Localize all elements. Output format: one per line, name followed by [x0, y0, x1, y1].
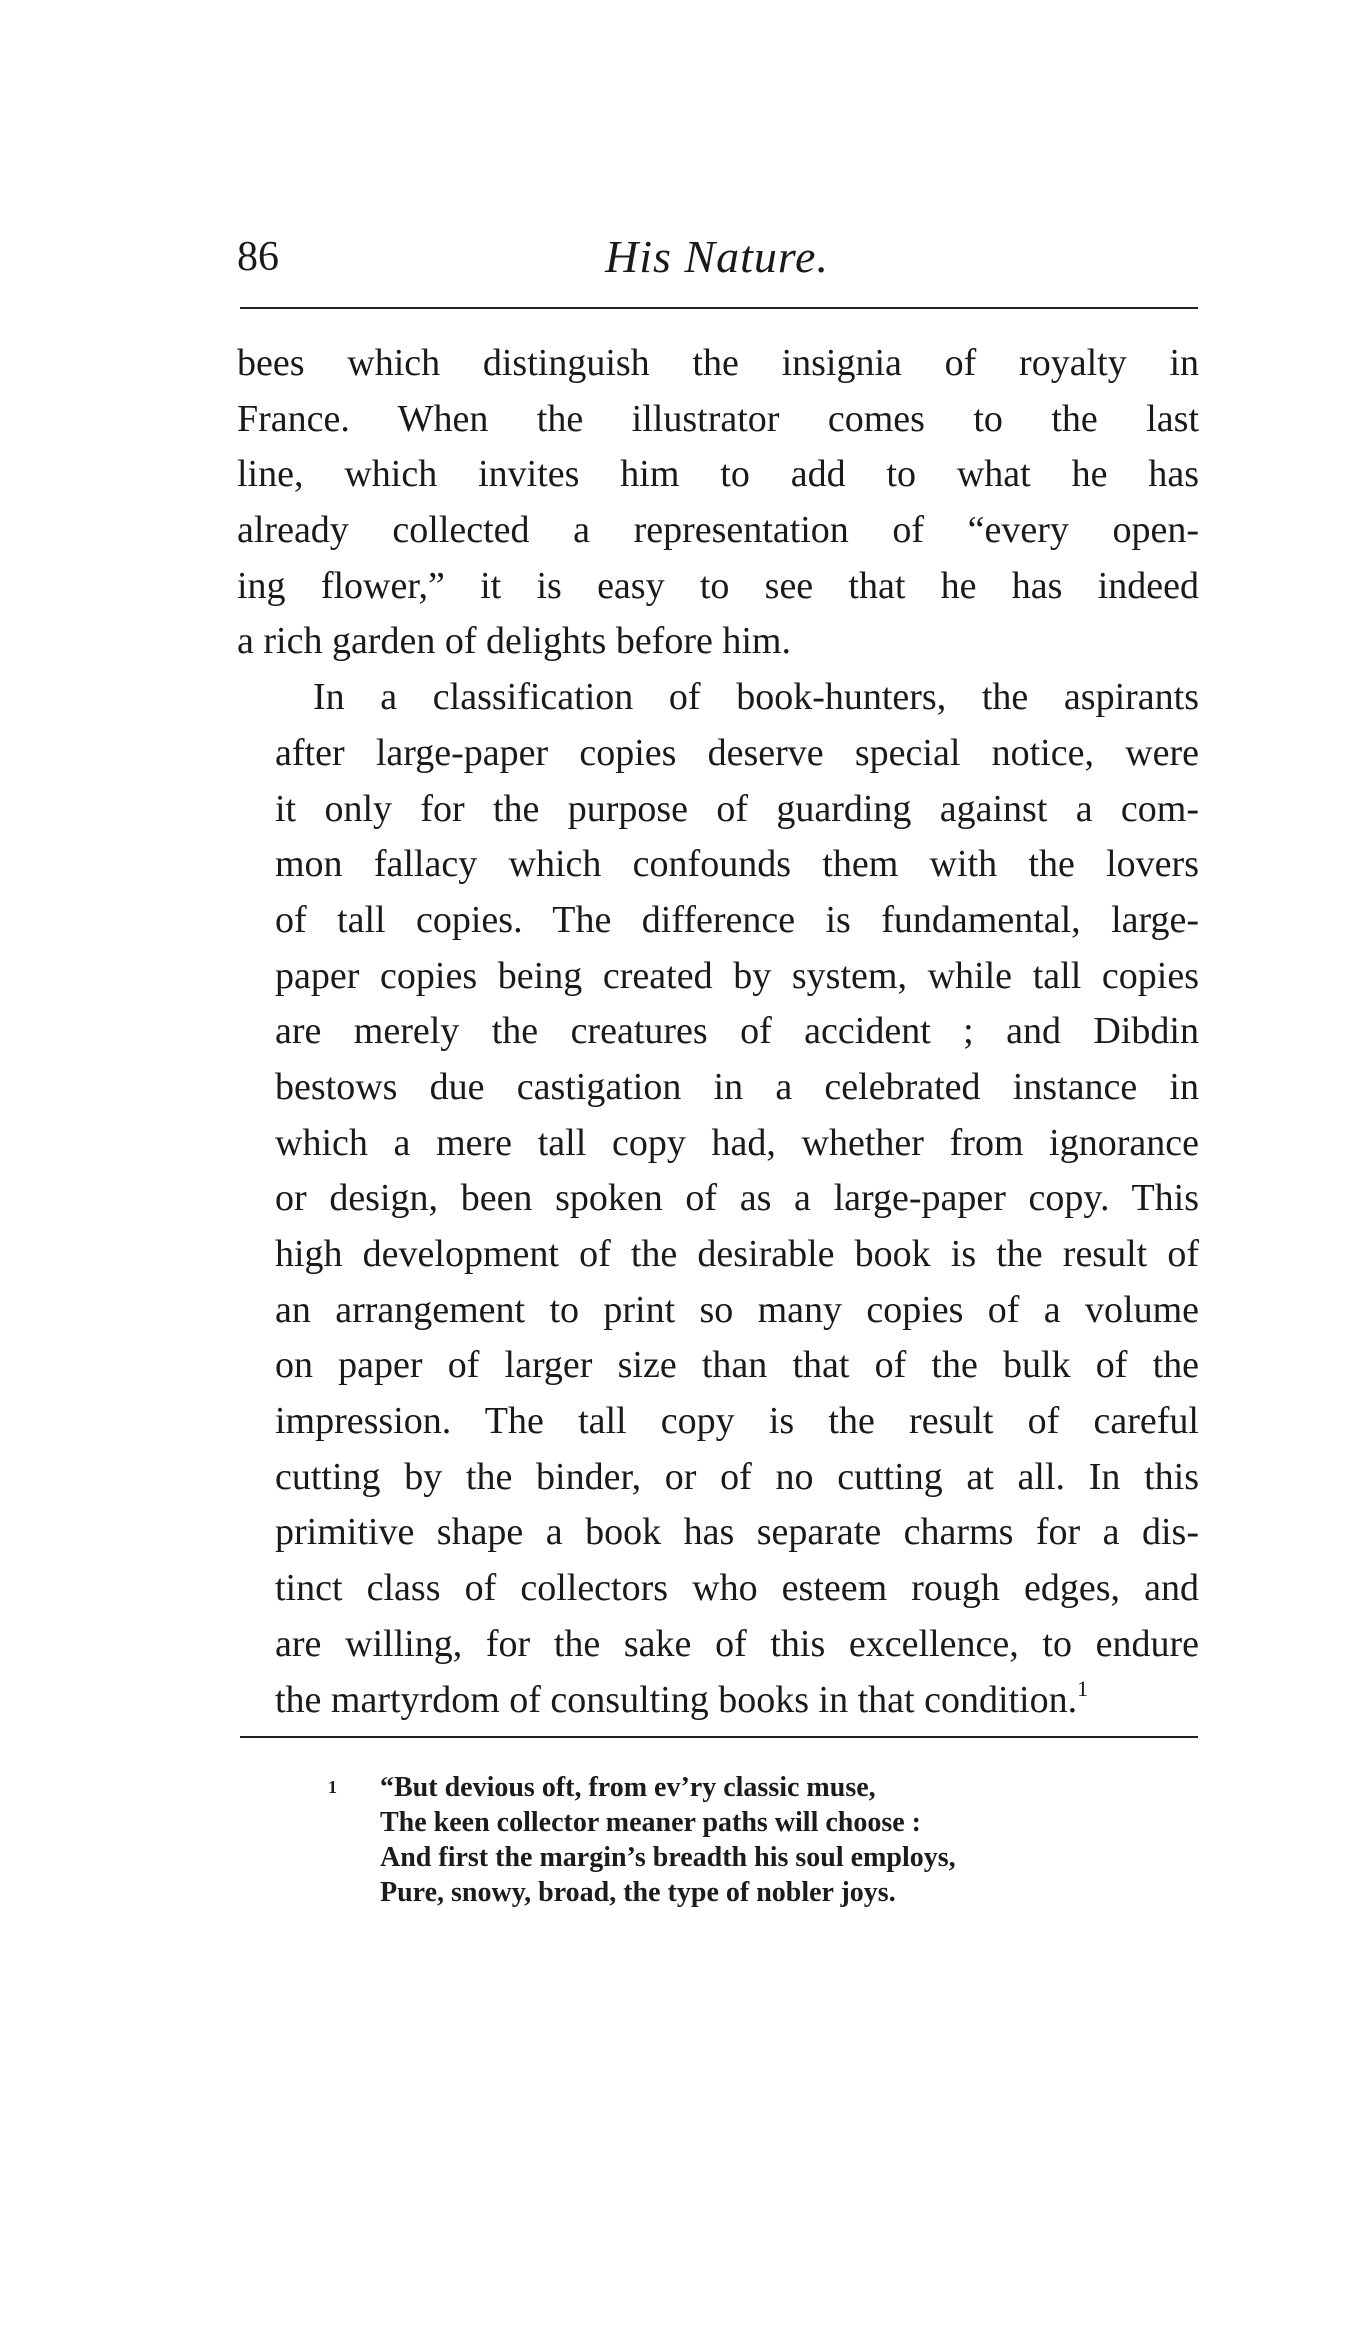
text-line: line, which invites him to add to what he has — [237, 453, 1199, 496]
footnote-line: Pure, snowy, broad, the type of nobler joys. — [380, 1877, 896, 1908]
running-head: His Nature. — [605, 231, 829, 282]
paragraph-1 — [237, 336, 1199, 670]
page-number: 86 — [237, 234, 279, 280]
text-line: a rich garden of delights before him. — [237, 620, 791, 663]
text-line: on paper of larger size than that of the bulk of the — [275, 1344, 1199, 1387]
text-line: France. When the illustrator comes to the last — [237, 397, 1199, 440]
footnote-line: “But devious oft, from ev’ry classic muse, — [380, 1772, 876, 1803]
text-line: which a mere tall copy had, whether from ignorance — [275, 1121, 1199, 1164]
paragraph-2 — [237, 670, 1199, 1728]
text-line: tinct class of collectors who esteem rough edges, and — [275, 1567, 1199, 1610]
final-line-text: the martyrdom of consulting books in that condition. — [275, 1678, 1078, 1721]
footnote-rule — [240, 1736, 1198, 1738]
text-line: bestows due castigation in a celebrated instance in — [275, 1065, 1199, 1108]
footnote-marker: 1 — [328, 1777, 337, 1797]
footnote-reference[interactable]: 1 — [1077, 1675, 1089, 1701]
text-line: primitive shape a book has separate charms for a dis- — [275, 1511, 1199, 1554]
footnote — [328, 1770, 1028, 1910]
footnote-line: And first the margin’s breadth his soul employs, — [380, 1842, 956, 1873]
text-line: are merely the creatures of accident ; and Dibdin — [275, 1010, 1199, 1053]
text-line: it only for the purpose of guarding against a com- — [275, 787, 1199, 830]
text-line: paper copies being created by system, while tall copies — [275, 954, 1199, 997]
text-line: an arrangement to print so many copies of a volume — [275, 1288, 1199, 1331]
text-line: high development of the desirable book is the result of — [275, 1233, 1199, 1275]
text-line: after large-paper copies deserve special notice, were — [275, 731, 1199, 774]
text-line-final — [237, 1673, 1199, 1729]
text-line: ing flower,” it is easy to see that he has indeed — [237, 564, 1199, 607]
text-line: or design, been spoken of as a large-paper copy. This — [275, 1177, 1199, 1220]
text-line: cutting by the binder, or of no cutting at all. In this — [275, 1455, 1199, 1498]
text-line: mon fallacy which confounds them with the lovers — [275, 843, 1199, 886]
text-line: impression. The tall copy is the result of careful — [275, 1400, 1199, 1443]
footnote-line: The keen collector meaner paths will choose : — [380, 1807, 922, 1838]
body-text — [237, 336, 1199, 1728]
text-line: In a classification of book-hunters, the aspirants — [313, 676, 1199, 719]
text-line: are willing, for the sake of this excellence, to endure — [275, 1622, 1199, 1665]
header-rule — [240, 307, 1198, 309]
text-line: already collected a representation of “every open- — [237, 509, 1199, 552]
text-line: of tall copies. The difference is fundamental, large- — [275, 898, 1199, 941]
page-header — [237, 222, 1197, 292]
text-line: bees which distinguish the insignia of royalty in — [237, 342, 1199, 384]
